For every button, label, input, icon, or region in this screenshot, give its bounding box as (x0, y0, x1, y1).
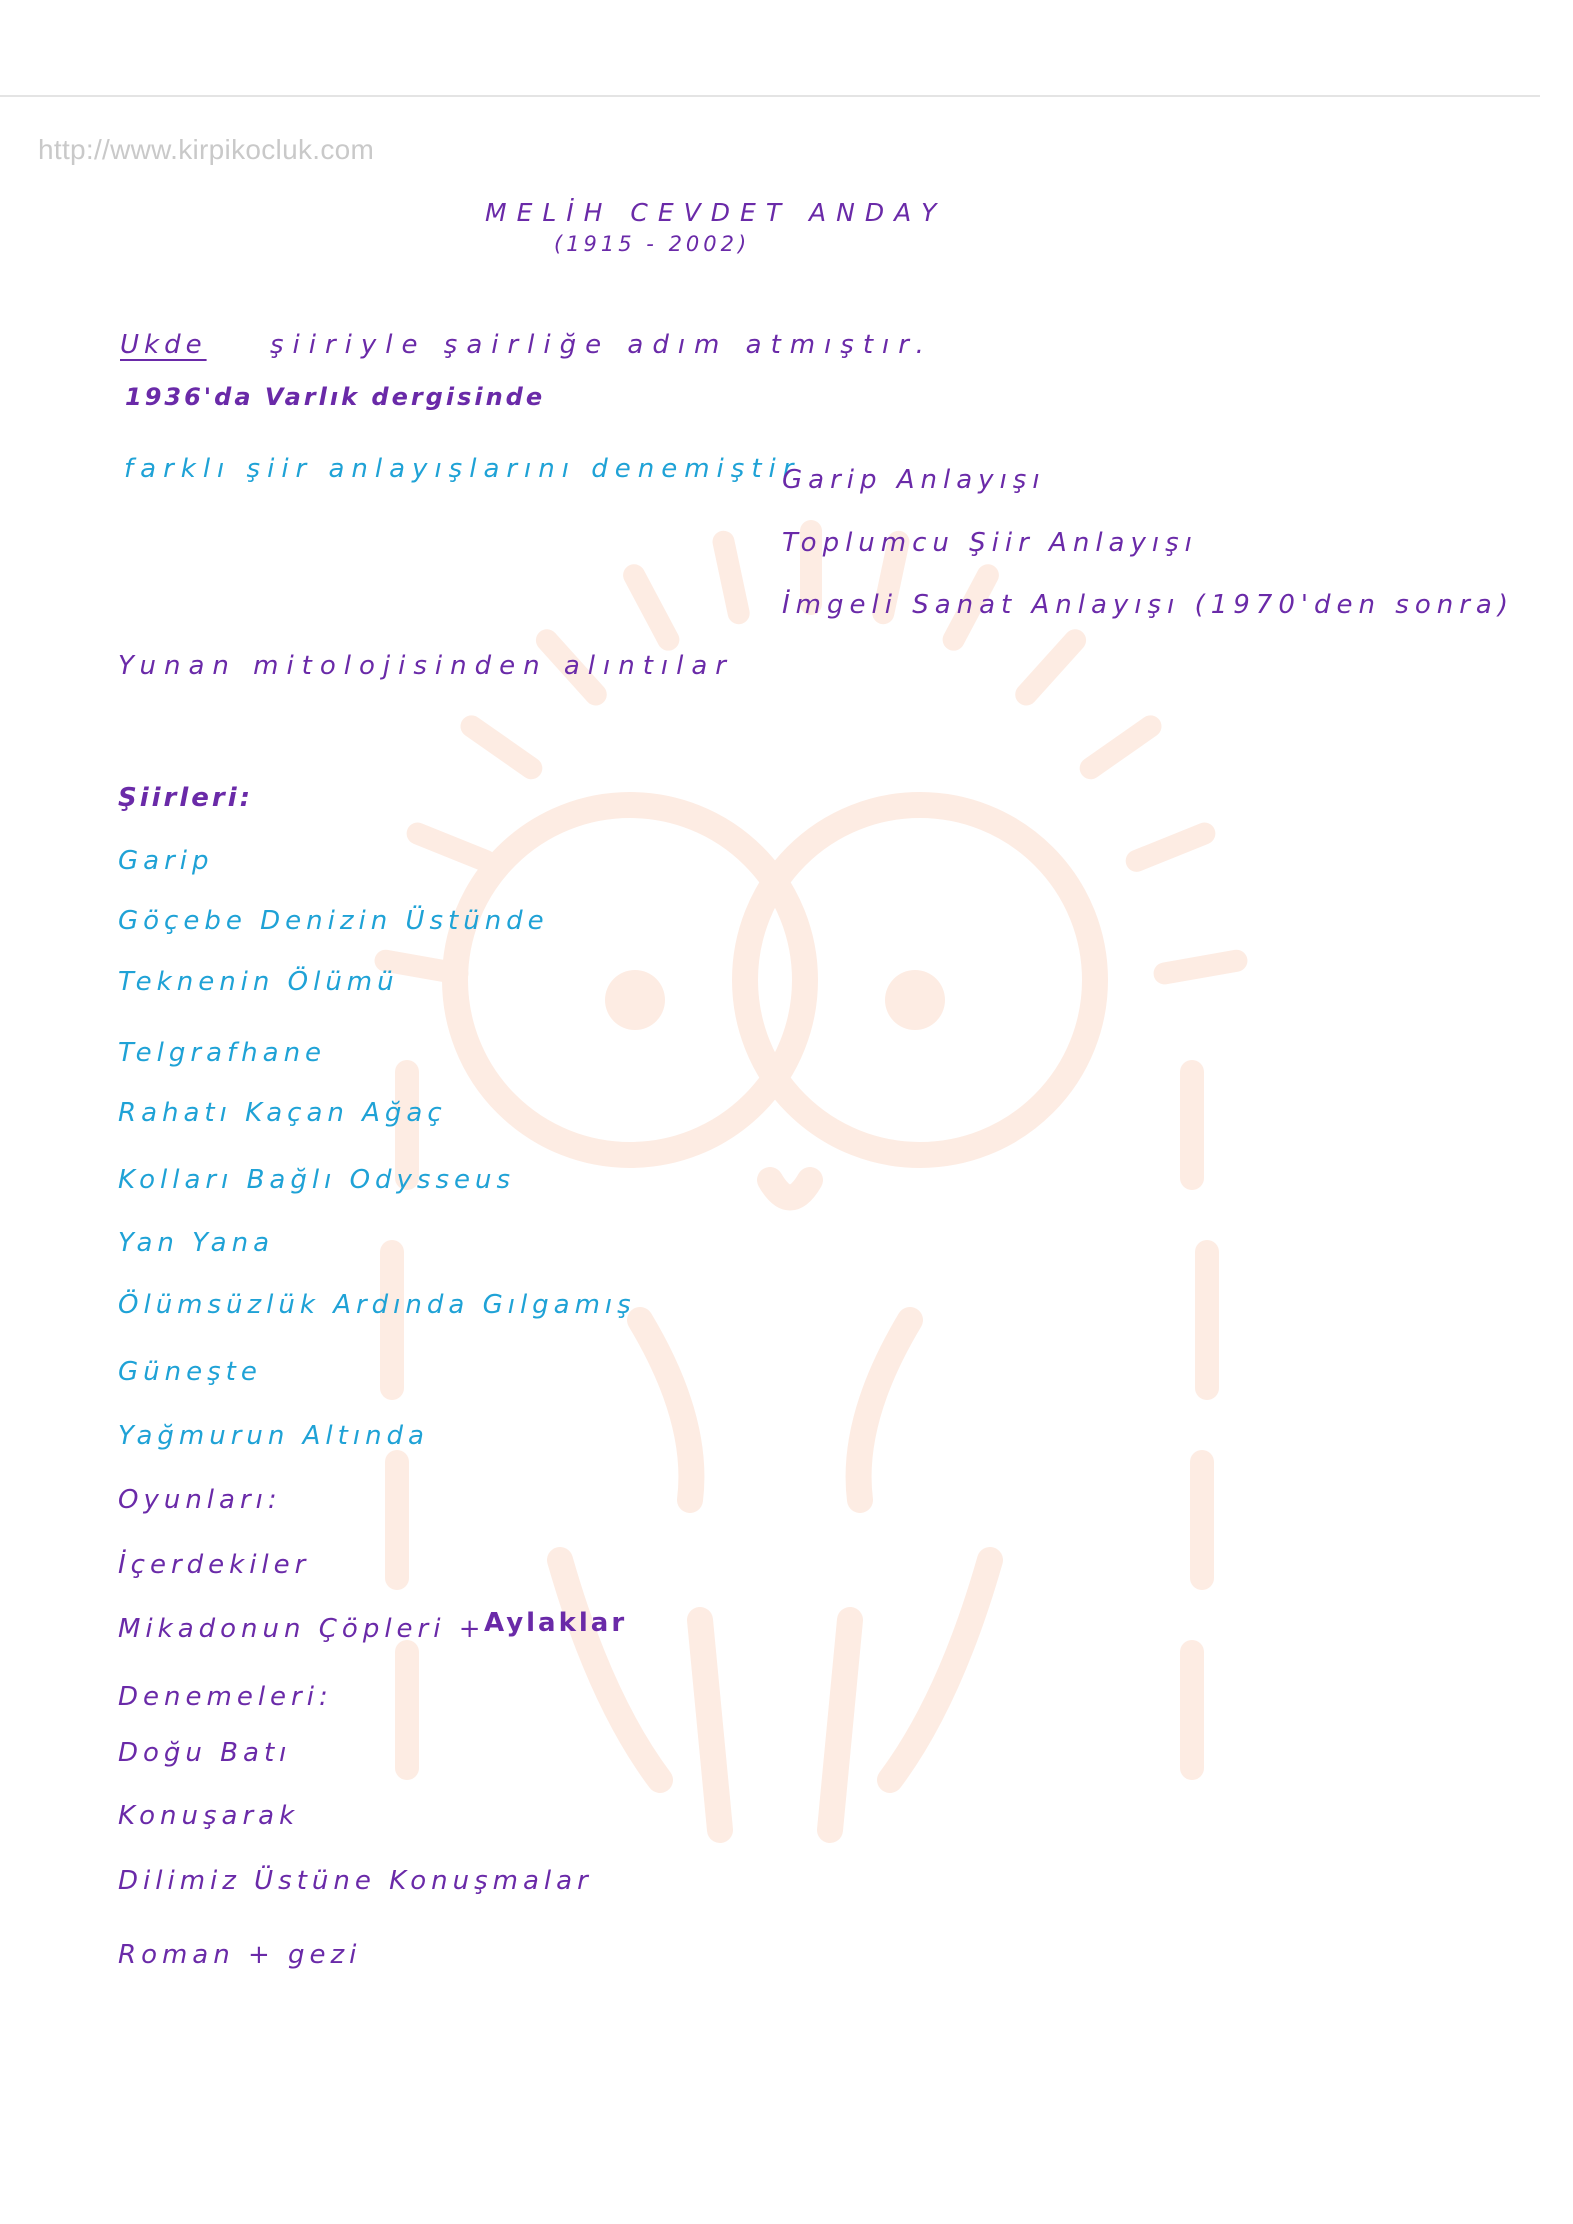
play-item: Mikadonun Çöpleri + (118, 1614, 486, 1644)
poem-item: Yan Yana (118, 1228, 275, 1258)
other-works: Roman + gezi (118, 1940, 362, 1970)
play-item-aylaklar: Aylaklar (484, 1608, 628, 1638)
plays-heading: Oyunları: (118, 1485, 282, 1515)
page-top-rule (0, 95, 1540, 97)
essay-item: Dilimiz Üstüne Konuşmalar (118, 1866, 593, 1896)
poem-item: Garip (118, 846, 214, 876)
intro-ukde: Ukde (120, 330, 207, 360)
poem-item: Kolları Bağlı Odysseus (118, 1165, 516, 1195)
approaches-lead: farklı şiir anlayışlarını denemiştir (124, 454, 801, 484)
essay-item: Konuşarak (118, 1801, 300, 1831)
poem-item: Güneşte (118, 1357, 262, 1387)
essay-item: Doğu Batı (118, 1738, 292, 1768)
approach-item: İmgeli Sanat Anlayışı (1970'den sonra) (782, 590, 1514, 620)
intro-line-1: şiiriyle şairliğe adım atmıştır. (270, 330, 933, 360)
poem-item: Rahatı Kaçan Ağaç (118, 1098, 447, 1128)
poem-item: Teknenin Ölümü (118, 967, 399, 997)
poems-heading: Şiirleri: (118, 783, 254, 813)
mythology-note: Yunan mitolojisinden alıntılar (118, 651, 734, 681)
intro-line-2: 1936'da Varlık dergisinde (125, 383, 546, 411)
approach-item: Toplumcu Şiir Anlayışı (782, 528, 1198, 558)
poem-item: Yağmurun Altında (118, 1421, 429, 1451)
approach-item: Garip Anlayışı (782, 465, 1046, 495)
poem-item: Göçebe Denizin Üstünde (118, 906, 549, 936)
play-item: İçerdekiler (118, 1550, 311, 1580)
page-title: MELİH CEVDET ANDAY (485, 198, 947, 227)
author-years: (1915 - 2002) (554, 232, 751, 256)
poem-item: Telgrafhane (118, 1038, 327, 1068)
watermark-url: http://www.kirpikocluk.com (38, 134, 375, 165)
essays-heading: Denemeleri: (118, 1682, 333, 1712)
poem-item: Ölümsüzlük Ardında Gılgamış (118, 1290, 636, 1320)
